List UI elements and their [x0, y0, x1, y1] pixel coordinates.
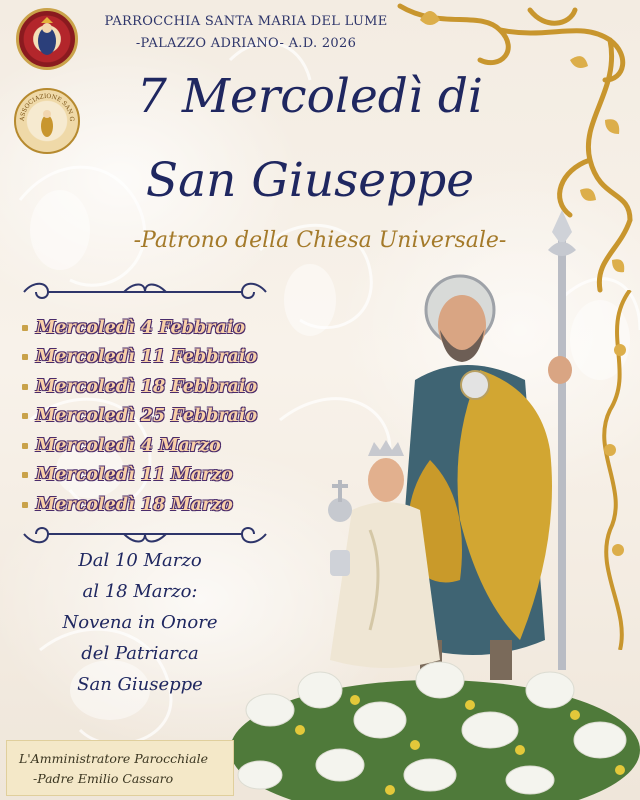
- bullet-icon: [22, 502, 28, 508]
- novena-line: del Patriarca: [81, 643, 199, 664]
- bullet-icon: [22, 443, 28, 449]
- date-label: Mercoledì 18 Febbraio: [36, 376, 258, 397]
- title-line-1: 7 Mercoledì di: [137, 69, 483, 124]
- statue-image: [230, 210, 640, 800]
- association-seal-icon: [14, 88, 80, 154]
- novena-line: San Giuseppe: [77, 674, 203, 695]
- date-label: Mercoledì 11 Febbraio: [36, 347, 258, 368]
- novena-line: al 18 Marzo:: [82, 581, 198, 602]
- novena-line: Novena in Onore: [62, 612, 218, 633]
- date-label: Mercoledì 25 Febbraio: [36, 406, 258, 427]
- bullet-icon: [22, 472, 28, 478]
- bullet-icon: [22, 325, 28, 331]
- bullet-icon: [22, 413, 28, 419]
- title-line-2: San Giuseppe: [145, 153, 475, 208]
- signature-box: [6, 740, 234, 796]
- date-label: Mercoledì 18 Marzo: [36, 494, 233, 515]
- date-label: Mercoledì 4 Febbraio: [36, 317, 246, 338]
- date-label: Mercoledì 11 Marzo: [36, 465, 233, 486]
- signature-name: -Padre Emilio Cassaro: [33, 771, 174, 786]
- date-label: Mercoledì 4 Marzo: [36, 435, 221, 456]
- parish-location-year: -PALAZZO ADRIANO- A.D. 2026: [135, 36, 357, 51]
- parish-name: PARROCCHIA SANTA MARIA DEL LUME: [104, 14, 388, 29]
- bullet-icon: [22, 354, 28, 360]
- novena-line: Dal 10 Marzo: [78, 550, 202, 571]
- novena-announcement: [30, 545, 250, 700]
- subtitle: -Patrono della Chiesa Universale-: [133, 228, 507, 253]
- signature-role: L'Amministratore Parocchiale: [19, 751, 208, 766]
- bullet-icon: [22, 384, 28, 390]
- association-logo-text: ASSOCIAZIONE SAN G: [18, 92, 76, 122]
- parish-seal-icon: [16, 8, 78, 70]
